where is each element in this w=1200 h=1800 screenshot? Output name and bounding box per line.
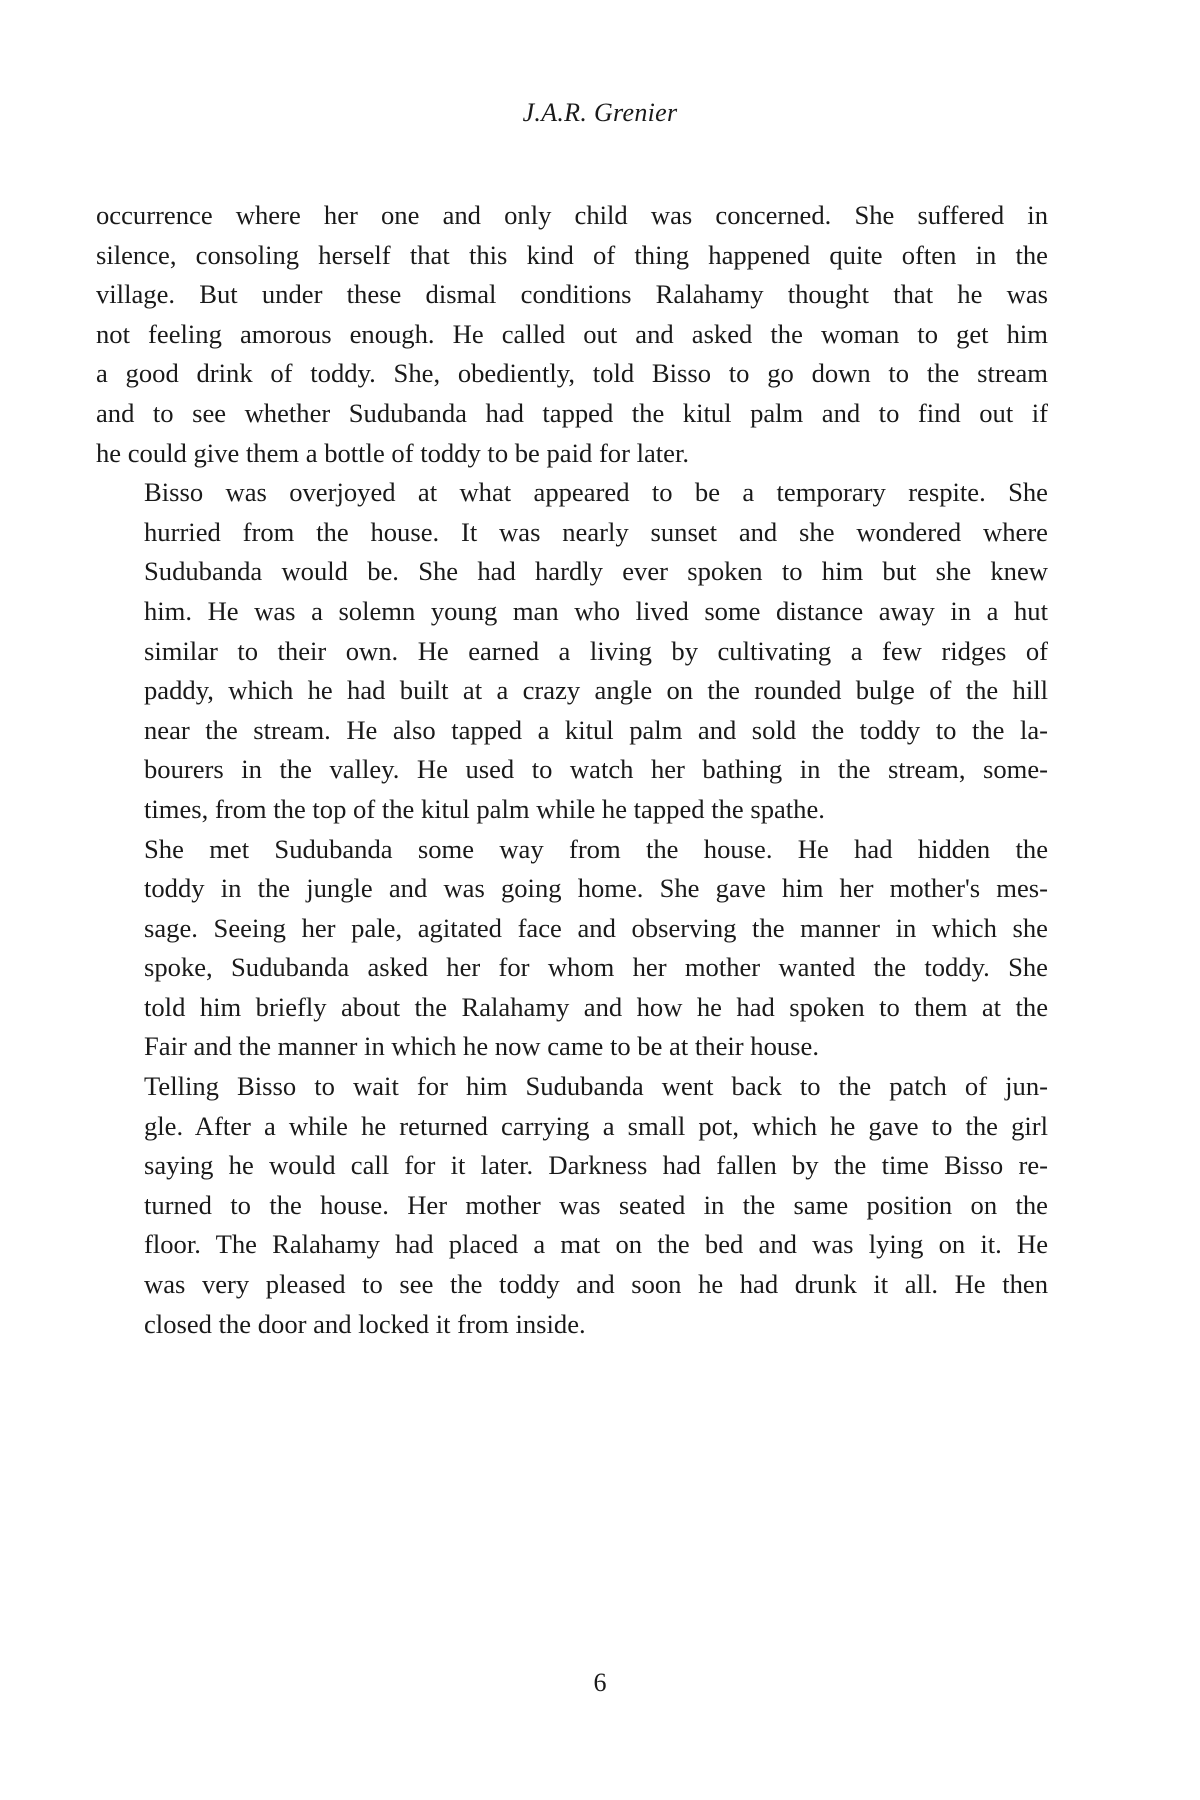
text-line: hurried from the house. It was nearly sunset and she wondered where (144, 516, 1048, 547)
text-line: floor. The Ralahamy had placed a mat on the bed and was lying on it. He (144, 1229, 1048, 1260)
text-line: silence, consoling herself that this kind of thing happened quite often in the (96, 239, 1048, 270)
body-text (96, 196, 1048, 1344)
text-line: She met Sudubanda some way from the house. He had hidden the (144, 833, 1048, 864)
page-number: 6 (593, 1668, 607, 1697)
paragraph-1 (96, 196, 1048, 473)
text-line: village. But under these dismal conditions Ralahamy thought that he was (96, 279, 1048, 310)
text-line: occurrence where her one and only child was concerned. She suffered in (96, 200, 1048, 230)
text-line: Fair and the manner in which he now came to be at their house. (144, 1031, 819, 1062)
text-line: similar to their own. He earned a living by cultivating a few ridges of (144, 635, 1048, 666)
text-line: a good drink of toddy. She, obediently, told Bisso to go down to the stream (96, 358, 1048, 389)
text-line: him. He was a solemn young man who lived some distance away in a hut (144, 595, 1048, 626)
text-line: times, from the top of the kitul palm while he tapped the spathe. (144, 793, 825, 824)
text-line: turned to the house. Her mother was seated in the same position on the (144, 1189, 1048, 1220)
paragraph-2 (96, 473, 1048, 829)
running-header: J.A.R. Grenier (522, 98, 678, 127)
text-line: closed the door and locked it from inside. (144, 1308, 586, 1339)
text-line: saying he would call for it later. Darkness had fallen by the time Bisso re- (144, 1150, 1048, 1181)
text-line: not feeling amorous enough. He called out and asked the woman to get him (96, 318, 1048, 349)
text-line: spoke, Sudubanda asked her for whom her mother wanted the toddy. She (144, 952, 1048, 983)
text-line: told him briefly about the Ralahamy and how he had spoken to them at the (144, 991, 1048, 1022)
text-line: Sudubanda would be. She had hardly ever spoken to him but she knew (144, 556, 1048, 587)
paragraph-4 (96, 1067, 1048, 1344)
text-line: toddy in the jungle and was going home. She gave him her mother's mes- (144, 873, 1048, 904)
text-line: near the stream. He also tapped a kitul palm and sold the toddy to the la- (144, 714, 1048, 745)
text-line: he could give them a bottle of toddy to be paid for later. (96, 437, 690, 468)
text-line: Bisso was overjoyed at what appeared to be a temporary respite. She (144, 477, 1048, 508)
text-line: and to see whether Sudubanda had tapped the kitul palm and to find out if (96, 397, 1048, 428)
paragraph-3 (96, 830, 1048, 1068)
text-line: sage. Seeing her pale, agitated face and observing the manner in which she (144, 912, 1048, 943)
text-line: gle. After a while he returned carrying a small pot, which he gave to the girl (144, 1110, 1048, 1141)
text-line: bourers in the valley. He used to watch her bathing in the stream, some- (144, 754, 1048, 785)
text-line: Telling Bisso to wait for him Sudubanda went back to the patch of jun- (144, 1071, 1048, 1102)
text-line: paddy, which he had built at a crazy angle on the rounded bulge of the hill (144, 675, 1048, 706)
text-line: was very pleased to see the toddy and soon he had drunk it all. He then (144, 1269, 1048, 1300)
